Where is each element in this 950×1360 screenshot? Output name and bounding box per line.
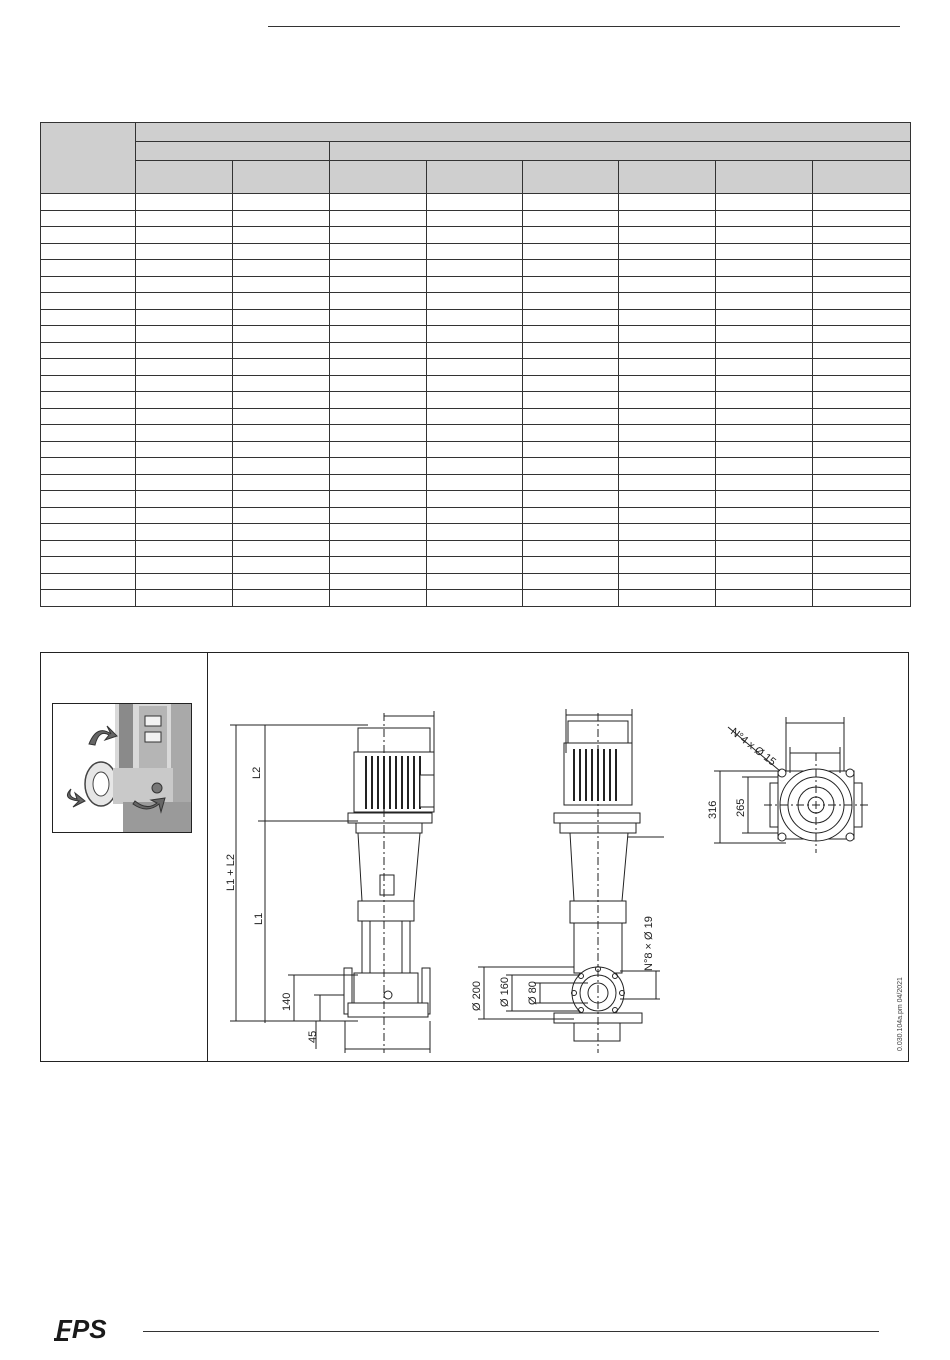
table-cell <box>813 326 911 343</box>
logo-text: FPS <box>56 1314 107 1344</box>
table-cell <box>716 227 813 244</box>
table-cell <box>619 293 716 310</box>
table-cell <box>523 260 619 277</box>
table-row <box>41 210 911 227</box>
table-cell <box>523 359 619 376</box>
table-cell <box>330 227 427 244</box>
pump-technical-drawing <box>208 653 908 1061</box>
table-cell <box>233 293 330 310</box>
table-cell <box>330 194 427 211</box>
table-cell <box>523 540 619 557</box>
table-cell <box>427 474 523 491</box>
table-row <box>41 573 911 590</box>
table-row <box>41 243 911 260</box>
table-header-subgroup-a <box>136 142 330 161</box>
table-cell <box>716 243 813 260</box>
table-cell <box>619 375 716 392</box>
table-cell <box>619 359 716 376</box>
footer-rule <box>143 1331 879 1332</box>
table-cell <box>523 227 619 244</box>
dimensions-table <box>40 122 911 607</box>
table-cell <box>813 342 911 359</box>
table-cell <box>427 392 523 409</box>
table-cell <box>41 342 136 359</box>
table-cell <box>427 342 523 359</box>
table-cell <box>41 375 136 392</box>
table-cell <box>813 458 911 475</box>
label-d80: Ø 80 <box>527 981 539 1005</box>
table-header-corner <box>41 123 136 194</box>
table-cell <box>41 359 136 376</box>
table-row <box>41 507 911 524</box>
table-cell <box>813 260 911 277</box>
table-cell <box>813 210 911 227</box>
table-cell <box>813 408 911 425</box>
table-cell <box>427 326 523 343</box>
table-body <box>41 194 911 607</box>
table-header-cell <box>330 161 427 194</box>
table-cell <box>41 474 136 491</box>
table-cell <box>330 408 427 425</box>
table-cell <box>330 392 427 409</box>
table-header-cell <box>813 161 911 194</box>
table-cell <box>523 293 619 310</box>
label-d200: Ø 200 <box>471 981 483 1011</box>
table-cell <box>619 557 716 574</box>
table-cell <box>41 227 136 244</box>
table-cell <box>330 359 427 376</box>
table-cell <box>813 293 911 310</box>
table-cell <box>427 524 523 541</box>
table-cell <box>716 260 813 277</box>
table-cell <box>136 210 233 227</box>
table-cell <box>41 540 136 557</box>
table-cell <box>716 276 813 293</box>
table-cell <box>41 458 136 475</box>
table-cell <box>523 573 619 590</box>
table-cell <box>523 458 619 475</box>
table-cell <box>716 210 813 227</box>
table-cell <box>813 441 911 458</box>
table-cell <box>523 326 619 343</box>
label-45: 45 <box>307 1030 319 1043</box>
table-cell <box>41 293 136 310</box>
table-cell <box>813 359 911 376</box>
table-cell <box>233 260 330 277</box>
table-cell <box>716 359 813 376</box>
table-cell <box>427 491 523 508</box>
table-cell <box>619 342 716 359</box>
table-cell <box>716 309 813 326</box>
table-cell <box>427 227 523 244</box>
table-cell <box>427 408 523 425</box>
table-cell <box>41 408 136 425</box>
table-cell <box>716 590 813 607</box>
table-header-cell <box>619 161 716 194</box>
table-cell <box>427 359 523 376</box>
table-cell <box>233 194 330 211</box>
table-cell <box>136 425 233 442</box>
table-cell <box>233 524 330 541</box>
label-265: 265 <box>735 798 747 817</box>
table-cell <box>523 425 619 442</box>
table-cell <box>41 441 136 458</box>
table-row <box>41 425 911 442</box>
table-cell <box>716 573 813 590</box>
table-cell <box>619 260 716 277</box>
table-cell <box>330 507 427 524</box>
table-cell <box>233 458 330 475</box>
table-cell <box>716 408 813 425</box>
table-cell <box>330 557 427 574</box>
table-header-group <box>136 123 911 142</box>
table-cell <box>41 491 136 508</box>
table-cell <box>619 309 716 326</box>
table-cell <box>619 474 716 491</box>
table-cell <box>619 573 716 590</box>
table-cell <box>813 425 911 442</box>
table-cell <box>41 524 136 541</box>
table-cell <box>136 243 233 260</box>
table-cell <box>330 573 427 590</box>
table-cell <box>136 441 233 458</box>
table-cell <box>136 474 233 491</box>
table-cell <box>136 524 233 541</box>
table-cell <box>427 458 523 475</box>
table-cell <box>233 309 330 326</box>
table-cell <box>330 441 427 458</box>
table-cell <box>233 210 330 227</box>
table-row <box>41 408 911 425</box>
table-row <box>41 557 911 574</box>
table-cell <box>136 573 233 590</box>
table-cell <box>330 491 427 508</box>
table-row <box>41 375 911 392</box>
table-cell <box>136 590 233 607</box>
table-cell <box>716 441 813 458</box>
table-header-row-1 <box>41 123 911 142</box>
label-flange-holes: N°8 × Ø 19 <box>643 916 655 971</box>
table-cell <box>427 210 523 227</box>
table-row <box>41 326 911 343</box>
table-cell <box>716 524 813 541</box>
table-cell <box>427 260 523 277</box>
table-cell <box>619 491 716 508</box>
table-cell <box>41 425 136 442</box>
label-base-holes: N°4 x Ø 15 <box>728 725 779 769</box>
label-l1-plus-l2: L1 + L2 <box>225 853 237 891</box>
table-cell <box>427 557 523 574</box>
table-cell <box>619 210 716 227</box>
fps-logo <box>52 1312 138 1344</box>
table-cell <box>330 375 427 392</box>
table-cell <box>330 326 427 343</box>
table-cell <box>716 474 813 491</box>
table-cell <box>716 375 813 392</box>
table-cell <box>716 194 813 211</box>
table-cell <box>41 573 136 590</box>
table-row <box>41 194 911 211</box>
table-cell <box>233 408 330 425</box>
table-row <box>41 441 911 458</box>
table-cell <box>233 342 330 359</box>
table-cell <box>619 458 716 475</box>
table-cell <box>233 326 330 343</box>
table-cell <box>233 425 330 442</box>
table-cell <box>427 309 523 326</box>
table-cell <box>330 210 427 227</box>
table-cell <box>330 425 427 442</box>
table-cell <box>716 507 813 524</box>
table-cell <box>523 557 619 574</box>
table-cell <box>427 293 523 310</box>
table-cell <box>716 326 813 343</box>
table-cell <box>233 540 330 557</box>
table-cell <box>427 276 523 293</box>
table-cell <box>716 458 813 475</box>
table-header-cell <box>427 161 523 194</box>
table-cell <box>523 276 619 293</box>
table-row <box>41 309 911 326</box>
table-row <box>41 276 911 293</box>
table-cell <box>716 491 813 508</box>
table-cell <box>619 194 716 211</box>
table-cell <box>716 342 813 359</box>
table-cell <box>619 243 716 260</box>
table-cell <box>136 276 233 293</box>
table-cell <box>427 507 523 524</box>
table-cell <box>136 408 233 425</box>
table-cell <box>523 491 619 508</box>
table-cell <box>41 557 136 574</box>
table-cell <box>136 260 233 277</box>
table-cell <box>619 540 716 557</box>
table-row <box>41 474 911 491</box>
table-cell <box>136 540 233 557</box>
table-row <box>41 540 911 557</box>
table-row <box>41 260 911 277</box>
table-cell <box>813 524 911 541</box>
table-row <box>41 359 911 376</box>
table-cell <box>813 491 911 508</box>
table-row <box>41 293 911 310</box>
table-header-row-3 <box>41 161 911 194</box>
table-cell <box>41 243 136 260</box>
table-row <box>41 491 911 508</box>
table-cell <box>813 507 911 524</box>
table-cell <box>523 309 619 326</box>
table-cell <box>233 359 330 376</box>
table-cell <box>233 441 330 458</box>
table-cell <box>330 276 427 293</box>
table-cell <box>330 342 427 359</box>
table-cell <box>619 507 716 524</box>
table-cell <box>330 474 427 491</box>
table-cell <box>136 359 233 376</box>
table-cell <box>41 392 136 409</box>
table-cell <box>41 590 136 607</box>
table-cell <box>813 392 911 409</box>
table-header-cell <box>716 161 813 194</box>
table-cell <box>330 540 427 557</box>
table-cell <box>716 540 813 557</box>
table-cell <box>136 375 233 392</box>
table-cell <box>523 507 619 524</box>
table-cell <box>813 540 911 557</box>
table-cell <box>136 392 233 409</box>
table-cell <box>427 441 523 458</box>
table-cell <box>523 194 619 211</box>
table-cell <box>136 309 233 326</box>
table-cell <box>233 375 330 392</box>
table-cell <box>233 276 330 293</box>
table-cell <box>813 375 911 392</box>
table-cell <box>619 227 716 244</box>
table-cell <box>523 590 619 607</box>
label-d160: Ø 160 <box>499 977 511 1007</box>
table-row <box>41 524 911 541</box>
table-cell <box>813 227 911 244</box>
table-cell <box>813 557 911 574</box>
table-cell <box>523 392 619 409</box>
table-cell <box>813 243 911 260</box>
table-cell <box>136 227 233 244</box>
table-cell <box>619 392 716 409</box>
table-cell <box>619 408 716 425</box>
table-cell <box>813 194 911 211</box>
table-cell <box>136 458 233 475</box>
table-cell <box>41 194 136 211</box>
table-cell <box>330 243 427 260</box>
table-cell <box>41 309 136 326</box>
header-rule <box>268 26 900 27</box>
table-cell <box>523 441 619 458</box>
label-316: 316 <box>707 800 719 819</box>
table-cell <box>41 210 136 227</box>
table-cell <box>619 276 716 293</box>
table-cell <box>523 342 619 359</box>
table-cell <box>41 276 136 293</box>
table-cell <box>427 243 523 260</box>
table-cell <box>619 590 716 607</box>
drawing-code: 0.030.104a.pm 04/2021 <box>897 977 904 1051</box>
table-cell <box>330 293 427 310</box>
rotation-direction-image <box>52 703 192 833</box>
table-cell <box>427 590 523 607</box>
table-cell <box>813 276 911 293</box>
table-cell <box>619 326 716 343</box>
table-cell <box>330 309 427 326</box>
table-cell <box>813 590 911 607</box>
table-cell <box>716 293 813 310</box>
table-cell <box>813 573 911 590</box>
table-cell <box>136 557 233 574</box>
table-cell <box>523 375 619 392</box>
table-cell <box>716 392 813 409</box>
table-header-cell <box>136 161 233 194</box>
table-header-subgroup-b <box>330 142 911 161</box>
table-cell <box>523 243 619 260</box>
table-cell <box>233 573 330 590</box>
table-cell <box>233 227 330 244</box>
table-cell <box>233 474 330 491</box>
table-cell <box>619 441 716 458</box>
table-row <box>41 342 911 359</box>
table-cell <box>330 590 427 607</box>
table-cell <box>813 309 911 326</box>
table-cell <box>233 507 330 524</box>
table-cell <box>427 540 523 557</box>
table-row <box>41 392 911 409</box>
table-cell <box>233 590 330 607</box>
table-cell <box>41 260 136 277</box>
table-cell <box>136 342 233 359</box>
table-cell <box>427 573 523 590</box>
table-cell <box>233 491 330 508</box>
table-cell <box>716 425 813 442</box>
table-cell <box>813 474 911 491</box>
table-cell <box>330 524 427 541</box>
table-cell <box>136 326 233 343</box>
table-cell <box>136 293 233 310</box>
table-cell <box>427 375 523 392</box>
table-row <box>41 227 911 244</box>
label-l2: L2 <box>251 766 263 779</box>
table-cell <box>136 194 233 211</box>
table-cell <box>523 524 619 541</box>
table-cell <box>233 557 330 574</box>
table-cell <box>619 524 716 541</box>
table-cell <box>523 408 619 425</box>
table-cell <box>41 326 136 343</box>
table-cell <box>41 507 136 524</box>
table-cell <box>330 260 427 277</box>
table-header-cell <box>233 161 330 194</box>
table-cell <box>136 507 233 524</box>
table-row <box>41 458 911 475</box>
table-row <box>41 590 911 607</box>
table-cell <box>330 458 427 475</box>
table-cell <box>523 474 619 491</box>
table-cell <box>427 194 523 211</box>
table-cell <box>233 243 330 260</box>
table-cell <box>716 557 813 574</box>
table-cell <box>619 425 716 442</box>
table-cell <box>233 392 330 409</box>
table-cell <box>427 425 523 442</box>
table-cell <box>523 210 619 227</box>
table-cell <box>136 491 233 508</box>
table-header-row-2 <box>41 142 911 161</box>
table-header-cell <box>523 161 619 194</box>
label-140: 140 <box>281 992 293 1011</box>
label-l1: L1 <box>253 912 265 925</box>
